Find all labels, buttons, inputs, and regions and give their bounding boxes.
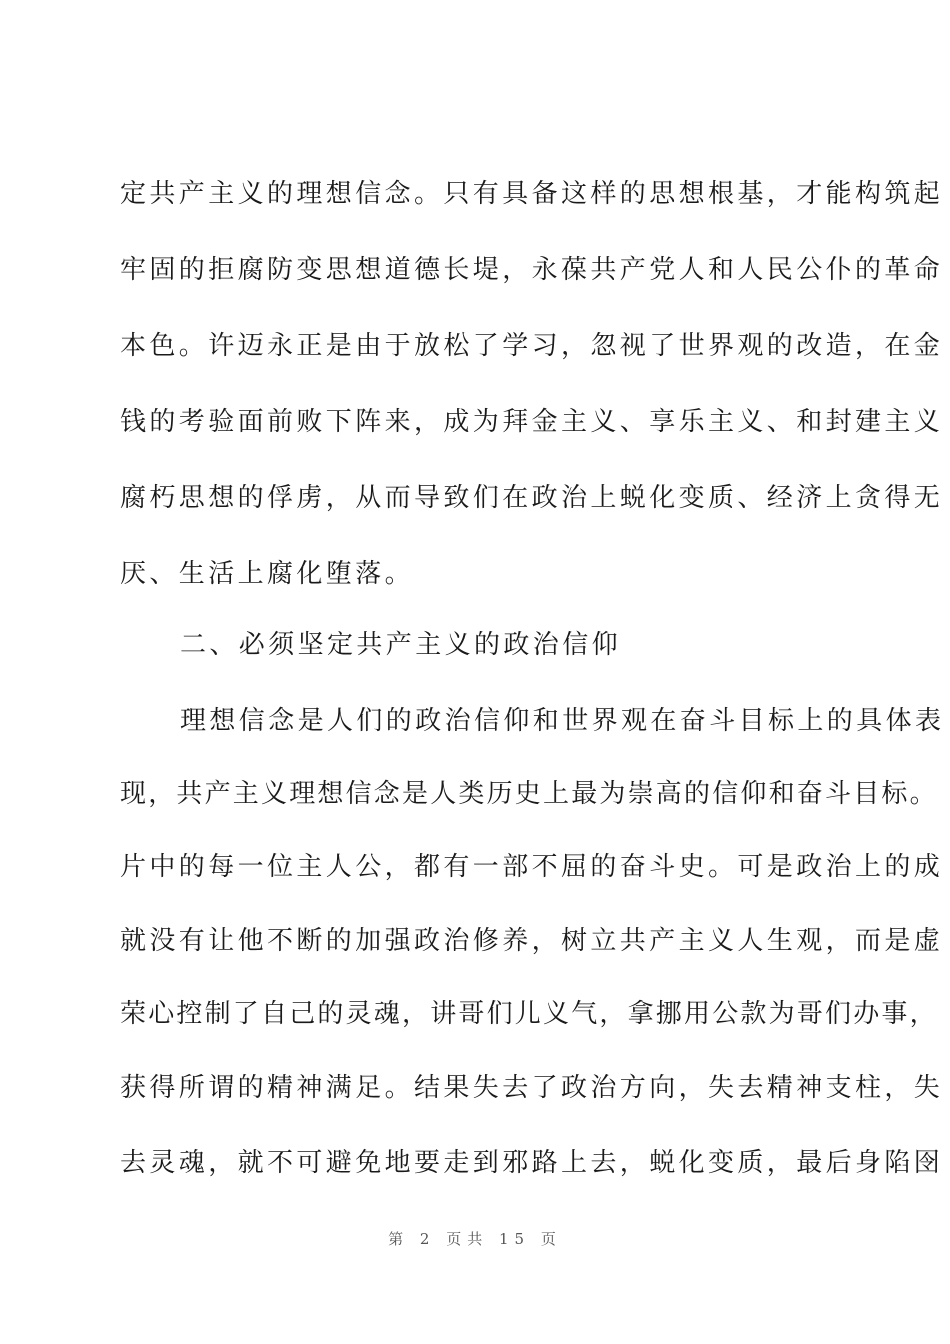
body-text-line: 片中的每一位主人公，都有一部不屈的奋斗史。可是政治上的成 <box>120 852 944 882</box>
body-text-line: 获得所谓的精神满足。结果失去了政治方向，失去精神支柱，失 <box>120 1073 944 1103</box>
section-heading: 二、必须坚定共产主义的政治信仰 <box>180 630 622 660</box>
body-text-line: 牢固的拒腐防变思想道德长堤，永葆共产党人和人民公仆的革命 <box>120 255 944 285</box>
body-text-line: 荣心控制了自己的灵魂，讲哥们儿义气，拿挪用公款为哥们办事， <box>120 999 938 1029</box>
paragraph-first-line: 理想信念是人们的政治信仰和世界观在奋斗目标上的具体表 <box>180 706 945 736</box>
body-text-line: 就没有让他不断的加强政治修养，树立共产主义人生观，而是虚 <box>120 926 944 956</box>
body-text-line: 现，共产主义理想信念是人类历史上最为崇高的信仰和奋斗目标。 <box>120 779 938 809</box>
body-text-line: 钱的考验面前败下阵来，成为拜金主义、享乐主义、和封建主义 <box>120 407 944 437</box>
body-text-line: 厌、生活上腐化堕落。 <box>120 559 415 589</box>
page-number-footer: 第 2 页共 15 页 <box>388 1230 562 1248</box>
body-text-line: 去灵魂，就不可避免地要走到邪路上去，蜕化变质，最后身陷囹 <box>120 1148 944 1178</box>
body-text-line: 本色。许迈永正是由于放松了学习，忽视了世界观的改造，在金 <box>120 331 944 361</box>
body-text-line: 定共产主义的理想信念。只有具备这样的思想根基，才能构筑起 <box>120 179 944 209</box>
body-text-line: 腐朽思想的俘虏，从而导致们在政治上蜕化变质、经济上贪得无 <box>120 483 944 513</box>
